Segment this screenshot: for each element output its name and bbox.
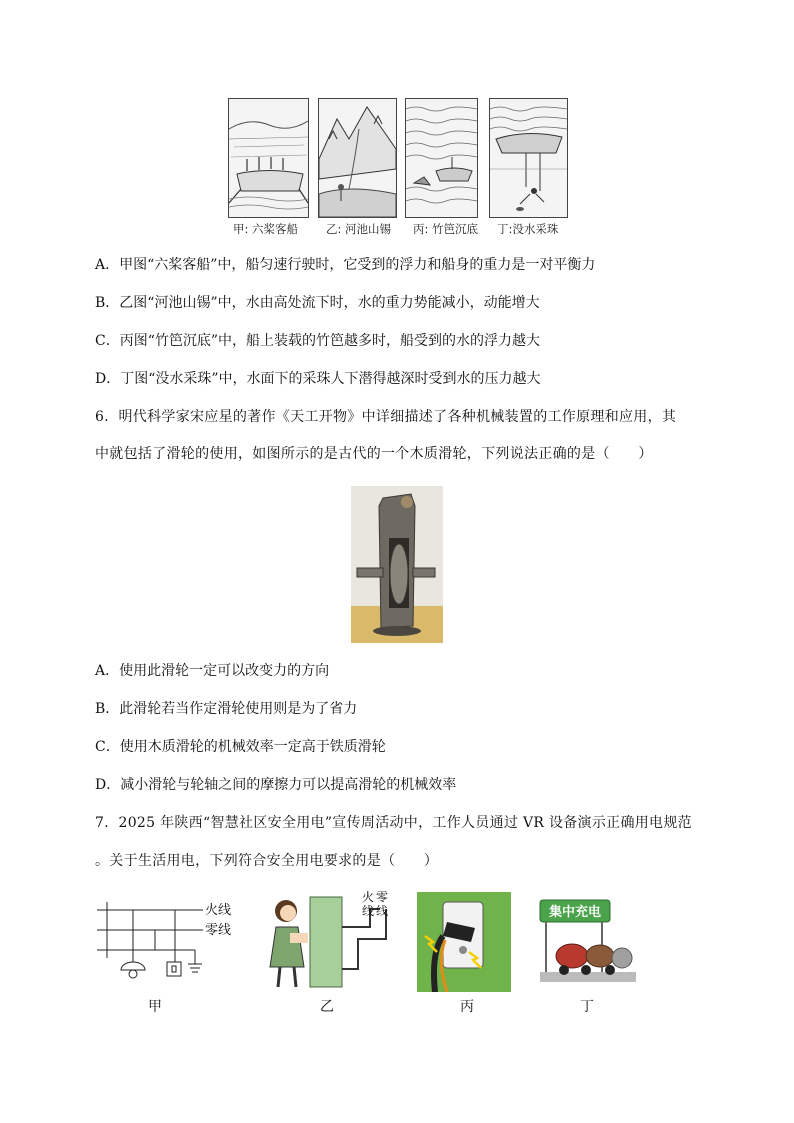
q5-option-a: A．甲图“六桨客船”中，船匀速行驶时，它受到的浮力和船身的重力是一对平衡力 [95, 257, 596, 273]
caption-jia: 甲: 六桨客船 [233, 222, 299, 236]
figure-yi-girl [262, 887, 402, 992]
q6-stem-line1: 6．明代科学家宋应星的著作《天工开物》中详细描述了各种机械装置的工作原理和应用，其 [95, 409, 677, 425]
label-yi-line-2: 线 [376, 904, 389, 918]
q5-option-c: C．丙图“竹笆沉底”中，船上装载的竹笆越多时，船受到的水的浮力越大 [95, 333, 541, 349]
label-yi-live: 火 [362, 890, 375, 904]
caption-ding: 丁:没水采珠 [497, 222, 559, 236]
illustration-pearl-diving [489, 98, 568, 218]
figure-bing-damaged-plug [417, 892, 511, 992]
label-jia: 甲 [148, 999, 162, 1015]
q7-stem-line2: 。关于生活用电，下列符合安全用电要求的是（ ） [95, 853, 439, 869]
caption-bing: 丙: 竹笆沉底 [413, 222, 479, 236]
wooden-pulley-photo [351, 486, 443, 643]
q6-option-c: C．使用木质滑轮的机械效率一定高于铁质滑轮 [95, 739, 386, 755]
label-yi-neutral: 零 [376, 890, 389, 904]
label-ding: 丁 [580, 999, 594, 1015]
illustration-six-oar-boat [228, 98, 309, 218]
q7-stem-line1: 7．2025 年陕西“智慧社区安全用电”宣传周活动中，工作人员通过 VR 设备演示正确用电规范 [95, 815, 692, 831]
q5-option-d: D．丁图“没水采珠”中，水面下的采珠人下潜得越深时受到水的压力越大 [95, 371, 541, 387]
label-yi: 乙 [320, 999, 334, 1015]
label-neutral-wire: 零线 [205, 923, 232, 938]
caption-yi: 乙: 河池山锡 [326, 222, 392, 236]
q6-option-a: A．使用此滑轮一定可以改变力的方向 [95, 663, 330, 679]
q6-option-b: B．此滑轮若当作定滑轮使用则是为了省力 [95, 701, 358, 717]
q6-stem-line2: 中就包括了滑轮的使用，如图所示的是古代的一个木质滑轮，下列说法正确的是（ ） [95, 446, 653, 462]
illustration-bamboo-sink [405, 98, 478, 218]
label-bing: 丙 [460, 999, 474, 1015]
label-yi-line-1: 线 [362, 904, 375, 918]
illustration-mountain-tin [318, 98, 397, 218]
q6-option-d: D．减小滑轮与轮轴之间的摩擦力可以提高滑轮的机械效率 [95, 777, 457, 793]
q5-option-b: B．乙图“河池山锡”中，水由高处流下时，水的重力势能减小，动能增大 [95, 295, 540, 311]
sign-centralized-charging: 集中充电 [548, 905, 602, 920]
label-live-wire: 火线 [205, 903, 232, 918]
figure-jia-circuit [95, 892, 245, 992]
figure-ding-charging-station [536, 892, 640, 992]
